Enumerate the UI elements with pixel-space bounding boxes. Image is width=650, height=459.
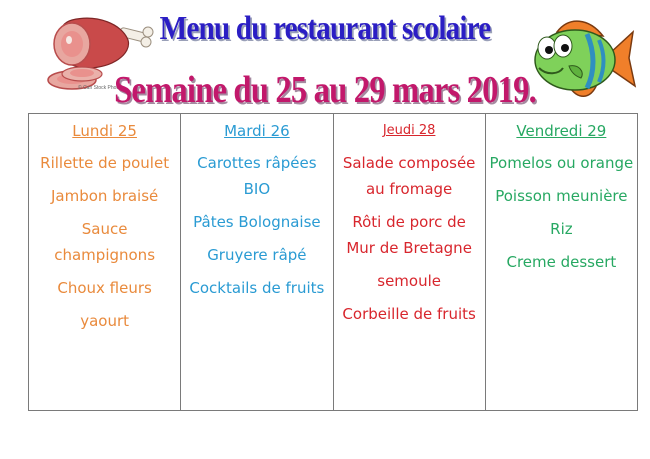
menu-item: Choux fleurs [57, 279, 152, 297]
menu-item: Pomelos ou orange [489, 154, 634, 172]
menu-item: Creme dessert [506, 253, 617, 271]
menu-item: Rôti de porc de Mur de Bretagne [346, 213, 472, 257]
day-heading: Vendredi 29 [516, 122, 607, 140]
day-column-mardi [181, 114, 333, 411]
menu-item: Sauce champignons [54, 220, 156, 264]
menu-item: Pâtes Bolognaise [193, 213, 321, 231]
menu-item: Riz [550, 220, 573, 238]
menu-item: Jambon braisé [50, 187, 159, 205]
menu-item: Salade composée au fromage [342, 154, 476, 198]
menu-item: Rillette de poulet [40, 154, 170, 172]
menu-row [29, 114, 638, 411]
menu-item: yaourt [80, 312, 130, 330]
menu-item: semoule [377, 272, 441, 290]
day-heading: Mardi 26 [224, 122, 290, 140]
day-heading: Jeudi 28 [382, 123, 436, 138]
menu-table [28, 113, 638, 411]
image-credit: © Can Stock Photo [78, 85, 121, 91]
menu-item: Gruyere râpé [207, 246, 307, 264]
day-column-lundi [29, 114, 181, 411]
menu-item: Carottes râpées BIO [197, 154, 317, 198]
day-column-vendredi [485, 114, 637, 411]
menu-item: Cocktails de fruits [189, 279, 325, 297]
page-title: Menu du restaurant scolaire [159, 10, 491, 47]
menu-item: Corbeille de fruits [342, 305, 476, 323]
week-subtitle: Semaine du 25 au 29 mars 2019. [114, 69, 536, 111]
day-column-jeudi [333, 114, 485, 411]
menu-item: Poisson meunière [495, 187, 628, 205]
day-heading: Lundi 25 [72, 122, 137, 140]
